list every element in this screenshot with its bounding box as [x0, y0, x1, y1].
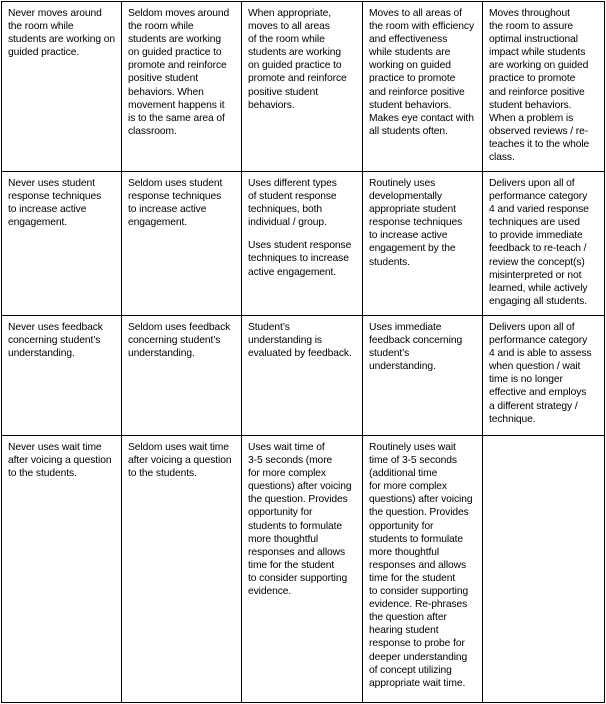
cell-text: Seldom moves around the room while students are working on guided practice to promote and reinforce positive student behaviors. When movement happens it is to the same area of classroom.: [128, 8, 230, 137]
table-cell: [122, 2, 242, 171]
cell-text: Never moves around the room while students are working on guided practice.: [8, 8, 116, 59]
table-cell: [242, 436, 363, 702]
cell-text: Delivers upon all of performance category 4 and is able to assess when question / wait time is no longer effective and employs a different strategy / technique.: [489, 322, 592, 425]
cell-text: Uses wait time of 3-5 seconds (more for more complex questions) after voicing the question. Provides opportunity for students to formulate more thoughtful responses and allows time for the student to consider supporting evidence.: [248, 442, 352, 598]
cell-text: Moves to all areas of the room with efficiency and effectiveness while students are working on guided practice to promote and reinforce positive student behaviors. Makes eye contact with all students often.: [369, 8, 475, 137]
cell-text: Seldom uses wait time after voicing a question to the students.: [128, 442, 232, 480]
table-row-movement: [2, 2, 604, 172]
table-cell-empty: [483, 436, 604, 702]
cell-text: Routinely uses developmentally appropriate student response techniques to increase active engagement by the students.: [369, 178, 463, 268]
table-cell: [363, 436, 483, 702]
cell-text: Seldom uses feedback concerning student’s understanding.: [128, 322, 231, 360]
table-cell: [2, 172, 122, 315]
table-cell: [483, 316, 604, 435]
cell-text: Never uses wait time after voicing a question to the students.: [8, 442, 112, 480]
table-cell: [483, 2, 604, 171]
table-cell: [122, 436, 242, 702]
cell-text: When appropriate, moves to all areas of the room while students are working on guided practice to promote and reinforce positive student behaviors.: [248, 8, 347, 111]
cell-text: Routinely uses wait time of 3-5 seconds (additional time for more complex questions) after voicing the question. Provides opportunity for students to formulate more thoughtful responses and allows time for the student to consider supporting evidence. Re-phrases the question after hearing student response to probe for deeper understanding of concept utilizing appropriate wait time.: [369, 442, 473, 689]
cell-text: Delivers upon all of performance category 4 and varied response techniques are used to provide immediate feedback to re-teach / review the concept(s) misinterpreted or not learned, while actively engaging all students.: [489, 178, 589, 307]
table-row-response-techniques: [2, 172, 604, 316]
rubric-table: [1, 1, 605, 703]
cell-text: Uses immediate feedback concerning student’s understanding.: [369, 322, 463, 373]
cell-text: Uses different types of student response techniques, both individual / group.: [248, 178, 337, 229]
table-cell: [242, 316, 363, 435]
table-cell: [242, 172, 363, 315]
cell-text: Seldom uses student response techniques to increase active engagement.: [128, 178, 223, 229]
table-cell: [2, 436, 122, 702]
cell-text: Never uses student response techniques to increase active engagement.: [8, 178, 102, 229]
table-cell: [363, 2, 483, 171]
cell-text: Moves throughout the room to assure optimal instructional impact while students are working on guided practice to promote and reinforce positive student behaviors. When a problem is observed reviews / re- teaches it to the whole class.: [489, 8, 590, 164]
table-cell: [122, 316, 242, 435]
table-cell: [363, 172, 483, 315]
cell-text: Student’s understanding is evaluated by feedback.: [248, 322, 352, 360]
table-cell: [483, 172, 604, 315]
cell-text: Uses student response techniques to increase active engagement.: [248, 240, 352, 278]
table-cell: [363, 316, 483, 435]
table-cell: [242, 2, 363, 171]
cell-text: Never uses feedback concerning student’s understanding.: [8, 322, 103, 360]
table-row-feedback: [2, 316, 604, 436]
table-cell: [2, 316, 122, 435]
table-cell: [122, 172, 242, 315]
table-row-wait-time: [2, 436, 604, 702]
table-cell: [2, 2, 122, 171]
